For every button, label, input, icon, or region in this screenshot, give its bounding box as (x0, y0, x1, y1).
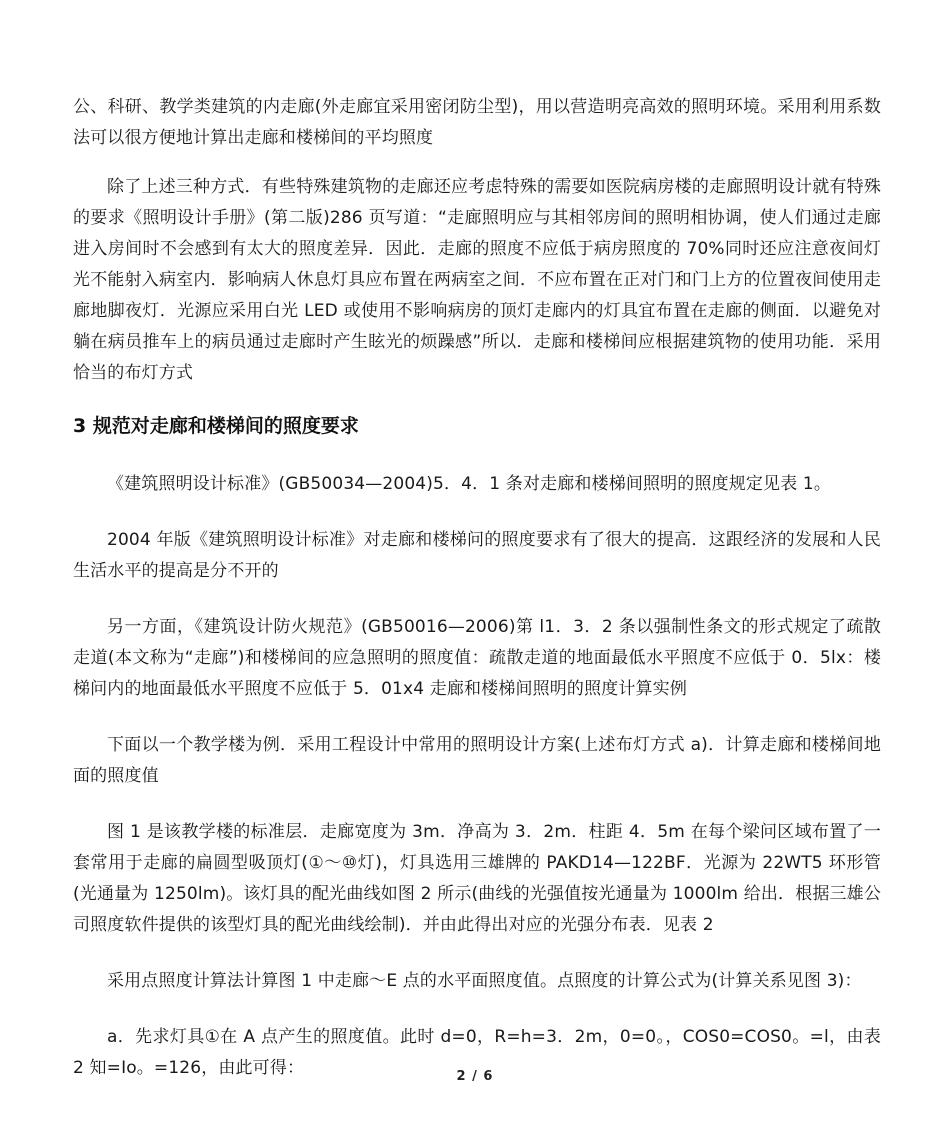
paragraph-point-method: 采用点照度计算法计算图 1 中走廊～E 点的水平面照度值。点照度的计算公式为(计算关系见图 3)： (107, 971, 862, 991)
paragraph-continuation: 公、科研、教学类建筑的内走廊(外走廊宜采用密闭防尘型)，用以营造明亮高效的照明环境。采用利用系数法可以很方便地计算出走廊和楼梯间的平均照度 (73, 97, 881, 148)
paragraph-step-a: a．先求灯具①在 A 点产生的照度值。此时 d=0，R=h=3．2m，0=0。，COS0=COS0。=l，由表 2 知=Io。=126，由此可得： (73, 1027, 881, 1078)
paragraph-example-intro: 下面以一个教学楼为例．采用工程设计中常用的照明设计方案(上述布灯方式 a)．计算走廊和楼梯间地面的照度值 (73, 735, 881, 786)
paragraph-2004-standard: 2004 年版《建筑照明设计标准》对走廊和楼梯问的照度要求有了很大的提高．这跟经济的发展和人民生活水平的提高是分不开的 (73, 530, 881, 581)
paragraph-fire-code: 另一方面，《建筑设计防火规范》(GB50016—2006)第 l1．3．2 条以强制性条文的形式规定了疏散走道(本文称为“走廊”)和楼梯间的应急照明的照度值：疏散走道的地面最低水平照度不应低于 0．5lx：楼梯问内的地面最低水平照度不应低于 5．01x4 走廊和楼梯间照明的照度计算实例 (73, 617, 881, 699)
section-heading: 3 规范对走廊和楼梯间的照度要求 (73, 415, 359, 437)
document-body (73, 92, 881, 1084)
paragraph-hospital-corridor: 除了上述三种方式．有些特殊建筑物的走廊还应考虑特殊的需要如医院病房楼的走廊照明设计就有特殊的要求《照明设计手册》(第二版)286 页写道：“走廊照明应与其相邻房间的照明相协调，使人们通过走廊进入房间时不会感到有太大的照度差异．因此．走廊的照度不应低于病房照度的 70%同时还应注意夜间灯光不能射入病室内．影响病人休息灯具应布置在两病室之间．不应布置在正对门和门上方的位置夜间使用走廊地脚夜灯．光源应采用白光 LED 或使用不影响病房的顶灯走廊内的灯具宜布置在走廊的侧面．以避免对躺在病员推车上的病员通过走廊时产生眩光的烦躁感”所以．走廊和楼梯间应根据建筑物的使用功能．采用恰当的布灯方式 (73, 177, 881, 383)
paragraph-figure-1: 图 1 是该教学楼的标准层．走廊宽度为 3m．净高为 3．2m．柱距 4．5m 在每个梁问区域布置了一套常用于走廊的扁圆型吸顶灯(①～⑩灯)，灯具选用三雄牌的 PAKD14—122BF．光源为 22WT5 环形管(光通量为 1250lm)。该灯具的配光曲线如图 2 所示(曲线的光强值按光通量为 1000lm 给出．根据三雄公司照度软件提供的该型灯具的配光曲线绘制)．并由此得出对应的光强分布表．见表 2 (73, 822, 881, 935)
paragraph-standard-reference: 《建筑照明设计标准》(GB50034—2004)5．4．1 条对走廊和楼梯间照明的照度规定见表 1。 (107, 474, 832, 494)
page-number: 2 / 6 (456, 1069, 494, 1084)
